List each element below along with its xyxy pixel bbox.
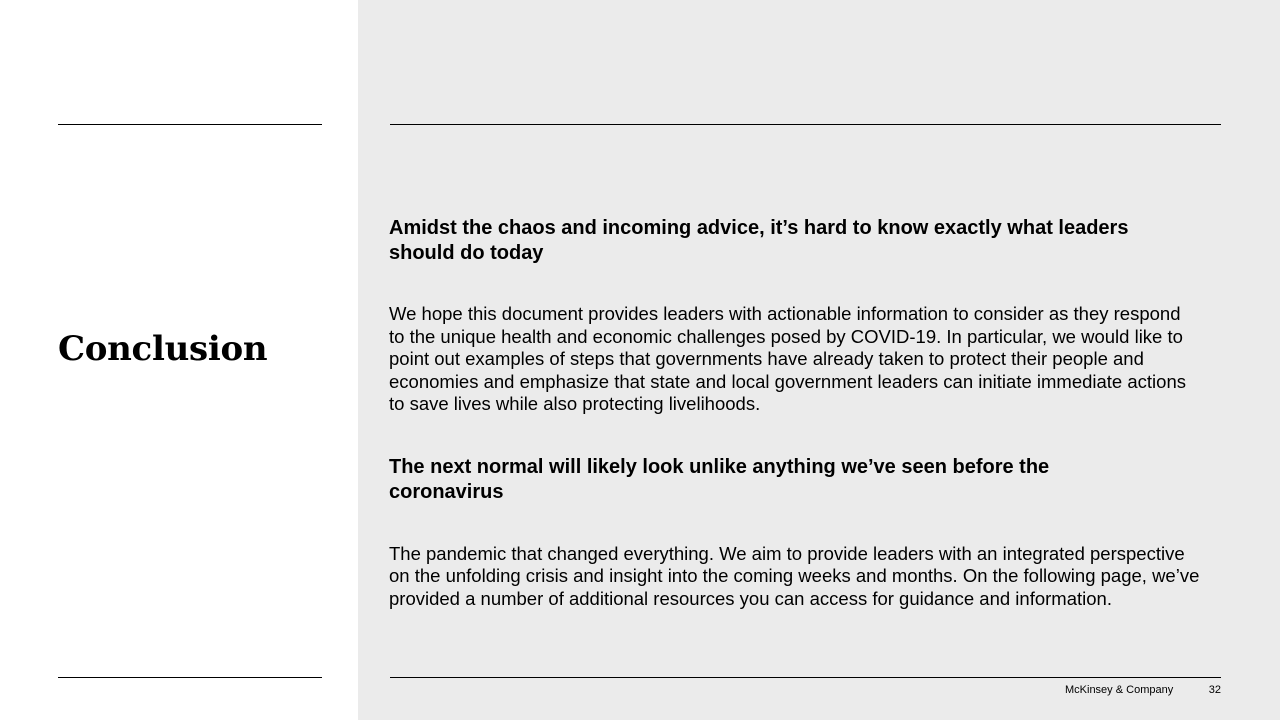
left-panel (0, 0, 358, 720)
right-top-divider (390, 124, 1221, 125)
block-paragraph: We hope this document provides leaders with actionable information to consider as they respond to the unique health and economic challenges posed by COVID-19. In particular, we would like to point out examples of steps that governments have already taken to protect their people and economies and emphasize that state and local government leaders can initiate immediate actions to save lives while also protecting livelihoods. (389, 303, 1186, 414)
right-panel (358, 0, 1280, 720)
page-footer (1065, 683, 1221, 697)
block-heading: Amidst the chaos and incoming advice, it’s hard to know exactly what leaders should do today (389, 217, 1129, 264)
content-area (389, 216, 1209, 610)
left-bottom-divider (58, 677, 322, 678)
right-bottom-divider (390, 677, 1221, 678)
section-title: Conclusion (58, 329, 268, 369)
page-number: 32 (1208, 684, 1221, 696)
block-heading: The next normal will likely look unlike anything we’ve seen before the coronavirus (389, 455, 1050, 503)
left-top-divider (58, 124, 322, 125)
footer-brand: McKinsey & Company (1065, 684, 1174, 696)
block-paragraph: The pandemic that changed everything. We aim to provide leaders with an integrated perspective on the unfolding crisis and insight into the coming weeks and months. On the following page, we’ve provided a number of additional resources you can access for guidance and information. (389, 542, 1200, 609)
